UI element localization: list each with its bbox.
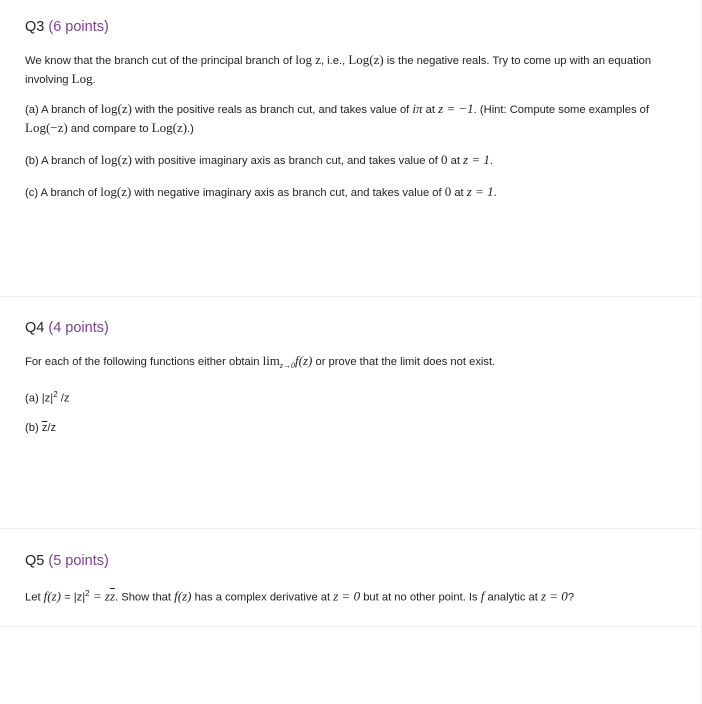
text: For each of the following functions either obtain: [25, 356, 263, 368]
text: Let: [25, 591, 44, 604]
section-divider: [0, 296, 702, 297]
question-4: [25, 320, 682, 448]
text: (b) A branch of: [25, 155, 101, 167]
text: at: [422, 104, 439, 116]
question-3: [25, 19, 682, 213]
question-4-label: Q4: [25, 320, 45, 336]
question-4-points: (4 points): [48, 320, 109, 336]
text: has a complex derivative at: [191, 591, 334, 604]
text: .: [493, 187, 497, 199]
math: = z: [89, 588, 110, 604]
text: ?: [567, 591, 575, 604]
question-5: [25, 553, 682, 618]
text: analytic at: [484, 591, 541, 604]
text: at: [451, 187, 467, 199]
math: f(z): [43, 588, 62, 604]
math-lim: lim: [262, 353, 280, 368]
text: (b): [25, 421, 42, 434]
text: with positive imaginary axis as branch cut, and takes value of: [131, 155, 441, 167]
math: Log(−z): [25, 120, 68, 135]
math: z = −1: [438, 101, 474, 116]
math-conjugate: $\overline{z}$: [109, 588, 116, 604]
text: .: [489, 155, 493, 167]
math: /z: [47, 421, 57, 434]
math: z = 0: [540, 588, 568, 604]
math-exponent: 2: [53, 390, 58, 400]
question-5-points: (5 points): [48, 553, 109, 569]
section-divider: [0, 528, 702, 529]
question-4-heading: [25, 320, 682, 336]
question-4-part-b: [25, 419, 682, 437]
math: z = 1: [466, 184, 494, 199]
math: iπ: [412, 101, 423, 116]
question-4-intro: [25, 352, 682, 375]
question-5-label: Q5: [25, 553, 45, 569]
question-5-text: [25, 585, 682, 607]
math: |z|: [41, 392, 54, 405]
math-conjugate: $\overline{z}$: [41, 421, 48, 434]
text: .: [92, 74, 96, 86]
text: but at no other point. Is: [360, 591, 481, 604]
math: Log(z): [151, 120, 188, 135]
question-3-part-b: [25, 151, 682, 170]
question-4-part-a: [25, 386, 682, 408]
math: log(z): [100, 152, 132, 167]
math: = |z|: [61, 591, 86, 604]
question-3-label: Q3: [25, 19, 45, 35]
text: We know that the branch cut of the principal branch of: [25, 55, 296, 67]
text: .): [187, 123, 194, 135]
text: . (Hint: Compute some examples of: [473, 104, 650, 116]
math: Log: [71, 71, 93, 86]
text: or prove that the limit does not exist.: [312, 356, 496, 368]
math-exponent: 2: [85, 589, 90, 598]
text: and compare to: [67, 123, 152, 135]
text: . Show that: [115, 591, 175, 604]
text: (a) A branch of: [25, 104, 101, 116]
text: with the positive reals as branch cut, and takes value of: [131, 104, 413, 116]
math: /z: [57, 392, 70, 405]
math: z = 1: [463, 152, 490, 167]
text: at: [447, 155, 464, 167]
text: with negative imaginary axis as branch cut, and takes value of: [131, 187, 445, 199]
math: z = 0: [333, 588, 361, 604]
math: f(z): [295, 353, 313, 368]
math: f: [480, 588, 485, 604]
math: log(z): [100, 184, 132, 199]
math: f(z): [174, 588, 192, 604]
question-5-heading: [25, 553, 682, 569]
question-3-part-c: [25, 183, 682, 202]
math: Log(z): [348, 52, 384, 67]
math: log(z): [100, 101, 132, 116]
math: log z: [295, 52, 321, 67]
question-3-intro: [25, 51, 682, 89]
text: (a): [25, 392, 42, 405]
math: 0: [444, 184, 452, 199]
question-3-part-a: [25, 100, 682, 138]
math-lim-sub: z→0: [279, 361, 296, 371]
text: , i.e.,: [320, 55, 349, 67]
math: 0: [440, 152, 448, 167]
text: is the negative reals. Try to come up with an equation involving: [25, 55, 652, 86]
section-divider: [0, 626, 702, 627]
question-3-points: (6 points): [48, 19, 109, 35]
text: (c) A branch of: [25, 187, 101, 199]
question-3-heading: [25, 19, 682, 35]
